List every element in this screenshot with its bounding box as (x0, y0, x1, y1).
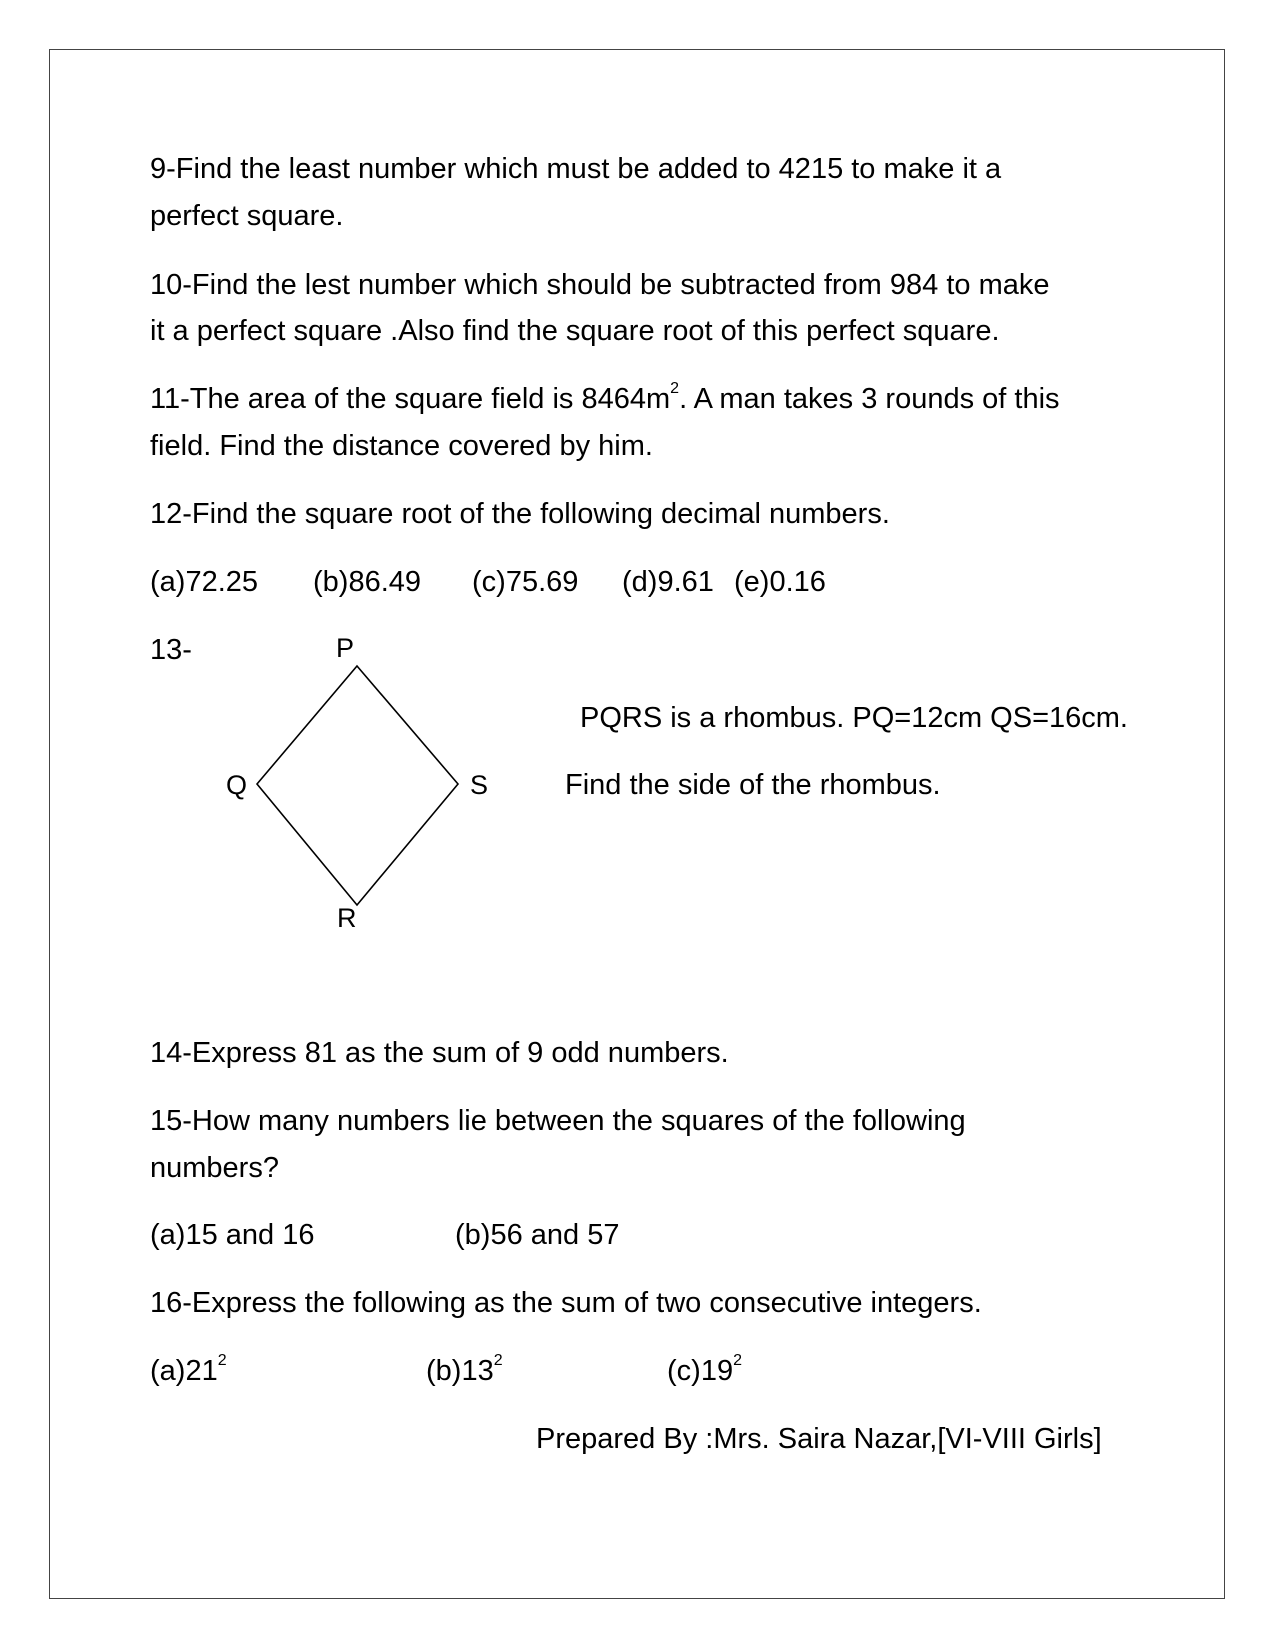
superscript: 2 (493, 1352, 503, 1370)
question-11-text-a: 11-The area of the square field is 8464m (150, 383, 671, 415)
question-9-line-1: 9-Find the least number which must be added to 4215 to make it a (150, 153, 1002, 185)
question-12-option-a: (a)72.25 (150, 566, 259, 598)
question-16-option-a (150, 1354, 227, 1388)
question-11-line-2: field. Find the distance covered by him. (150, 430, 653, 462)
question-15-line-2: numbers? (150, 1152, 279, 1184)
rhombus-shape (257, 666, 458, 905)
option-a-base: (a)21 (150, 1355, 218, 1387)
question-12-option-e: (e)0.16 (734, 566, 826, 598)
superscript: 2 (217, 1352, 227, 1370)
option-c-base: (c)19 (667, 1355, 734, 1387)
vertex-label-r: R (337, 903, 357, 933)
question-12-option-c: (c)75.69 (472, 566, 579, 598)
question-10-line-2: it a perfect square .Also find the square root of this perfect square. (150, 315, 1000, 347)
question-16-text: 16-Express the following as the sum of two consecutive integers. (150, 1287, 982, 1319)
question-15-option-b: (b)56 and 57 (455, 1219, 620, 1251)
prepared-by-footer: Prepared By :Mrs. Saira Nazar,[VI-VIII Girls] (536, 1423, 1102, 1455)
question-10-line-1: 10-Find the lest number which should be subtracted from 984 to make (150, 269, 1050, 301)
question-15-line-1: 15-How many numbers lie between the squares of the following (150, 1105, 966, 1137)
question-12-option-d: (d)9.61 (622, 566, 714, 598)
question-13-number: 13- (150, 634, 192, 666)
vertex-label-p: P (336, 633, 355, 663)
superscript: 2 (733, 1352, 742, 1370)
question-9-line-2: perfect square. (150, 200, 344, 232)
superscript: 2 (670, 380, 680, 398)
question-12-text: 12-Find the square root of the following decimal numbers. (150, 498, 890, 530)
vertex-label-s: S (470, 770, 489, 800)
vertex-label-q: Q (226, 770, 248, 800)
question-14-text: 14-Express 81 as the sum of 9 odd numbers. (150, 1037, 729, 1069)
question-16-option-b (426, 1354, 503, 1388)
question-15-option-a: (a)15 and 16 (150, 1219, 315, 1251)
question-16-option-c (667, 1354, 742, 1388)
question-12-option-b: (b)86.49 (313, 566, 422, 598)
question-11-text-b: . A man takes 3 rounds of this (679, 383, 1060, 415)
question-13-line-1: PQRS is a rhombus. PQ=12cm QS=16cm. (580, 702, 1128, 734)
question-13-line-2: Find the side of the rhombus. (565, 769, 941, 801)
option-b-base: (b)13 (426, 1355, 494, 1387)
